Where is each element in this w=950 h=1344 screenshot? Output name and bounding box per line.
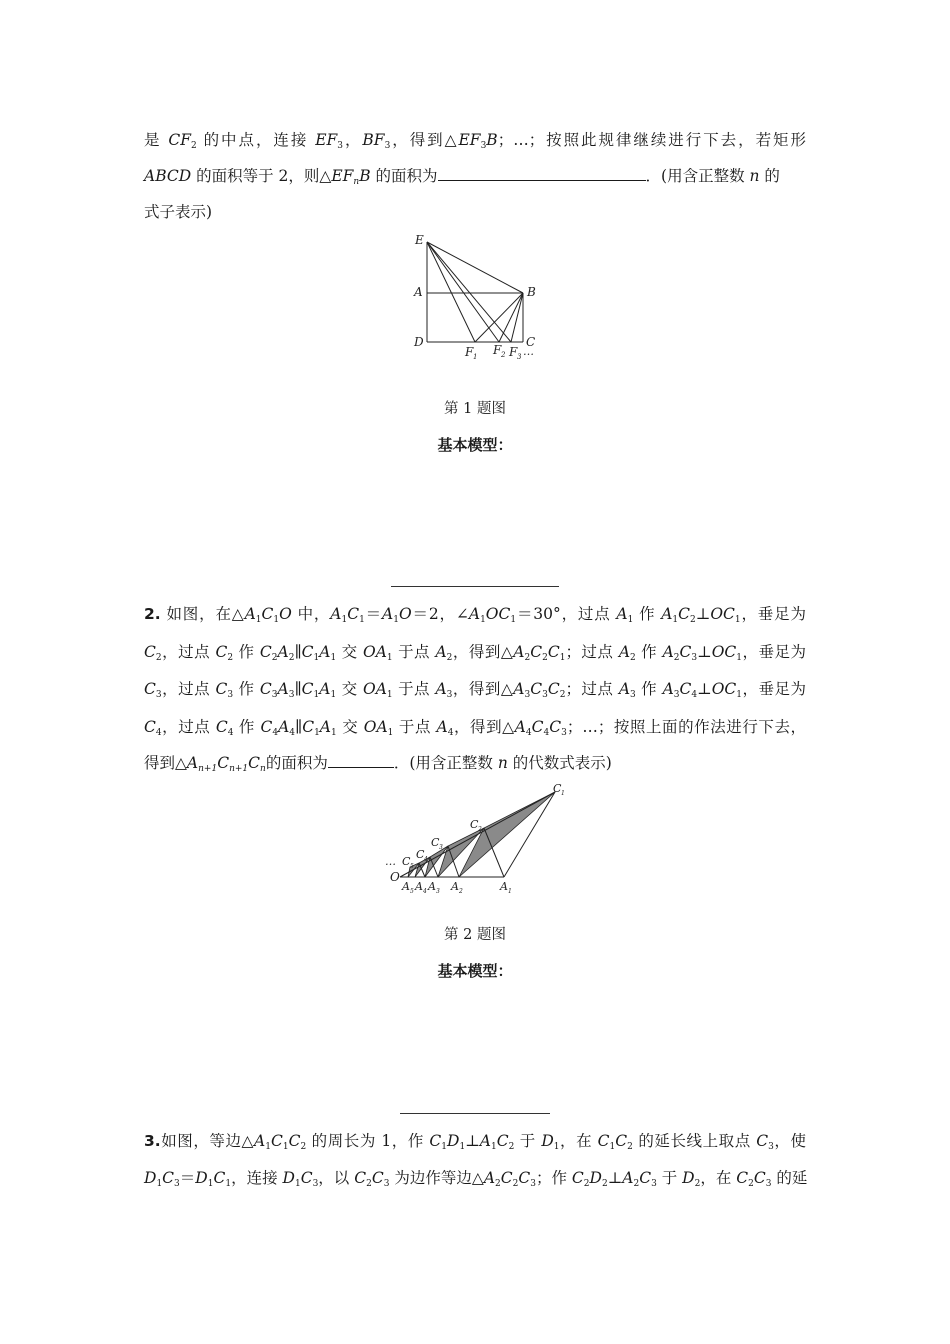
figure-2-caption: 第 2 题图 xyxy=(444,927,506,943)
label-C5: C xyxy=(402,855,411,868)
basic-model-heading-1: 基本模型： xyxy=(437,436,513,454)
label-A1: A xyxy=(500,880,508,893)
q2-text-line-2: $C_2$，过点 $C_2$ 作 $C_2A_2\parallel C_1A_1$ 交 $OA_1$ 于点 $A_2$，得到$\triangle A_2C_2C_1$；过点 $A_2$ 作 $A_2C_3\perp OC_1$，垂足为 xyxy=(144,643,806,663)
svg-text:3: 3 xyxy=(436,888,440,895)
label-F1: F xyxy=(465,345,474,359)
label-dots: … xyxy=(385,855,396,868)
label-C3: C xyxy=(431,836,440,849)
label-dots: … xyxy=(523,345,534,358)
figure-1-rectangle xyxy=(405,228,555,368)
label-B: B xyxy=(527,285,536,299)
q2-text-line-5: 得到$\triangle A_{n+1}C_{n+1}C_n$的面积为 ．(用含正整数 n 的代数式表示) xyxy=(144,754,612,774)
label-C: C xyxy=(526,335,536,349)
svg-text:1: 1 xyxy=(508,888,512,895)
label-O: O xyxy=(390,870,400,884)
svg-text:2: 2 xyxy=(501,351,506,359)
svg-text:5: 5 xyxy=(410,863,414,870)
label-E: E xyxy=(415,233,424,247)
answer-blank-1 xyxy=(438,166,646,181)
label-F2: F xyxy=(493,343,502,357)
q2-text-line-1: 2. 如图，在$\triangle A_1C_1O$ 中，$A_1C_1=A_1O=2$，$\angle A_1OC_1=30^\circ$，过点 $A_1$ 作 $A_1C_2\perp OC_1$，垂足为 xyxy=(144,605,806,625)
divider-2 xyxy=(400,1113,550,1114)
q2-text-line-4: $C_4$，过点 $C_4$ 作 $C_4A_4\parallel C_1A_1$ 交 $OA_1$ 于点 $A_4$，得到$\triangle A_4C_4C_3$；…；按照上面的作法进行下去， xyxy=(144,718,806,738)
svg-text:4: 4 xyxy=(423,888,427,895)
q1-text-line-2: ABCD 的面积等于 2，则$\triangle EF_nB$ 的面积为 ．(用含正整数 n 的 xyxy=(144,167,780,187)
svg-text:1: 1 xyxy=(561,790,565,797)
label-D: D xyxy=(414,335,424,349)
q3-text-line-1: 3.如图，等边$\triangle A_1C_1C_2$ 的周长为 1，作 $C_1D_1\perp A_1C_2$ 于 $D_1$，在 $C_1C_2$ 的延长线上取点 $C_3$，使 xyxy=(144,1132,806,1152)
q1-text-line-3: 式子表示) xyxy=(144,203,213,221)
q1-text-line-1: 是 $CF_2$ 的中点，连接 $EF_3$，$BF_3$，得到$\triangle EF_3B$；…；按照此规律继续进行下去，若矩形 xyxy=(144,131,806,151)
svg-text:3: 3 xyxy=(517,353,522,361)
label-C1: C xyxy=(553,782,562,795)
label-C2: C xyxy=(470,818,479,831)
svg-text:5: 5 xyxy=(410,888,414,895)
label-A: A xyxy=(414,285,423,299)
q3-text-line-2: $D_1C_3=D_1C_1$，连接 $D_1C_3$，以 $C_2C_3$ 为边作等边$\triangle A_2C_2C_3$；作 $C_2D_2\perp A_2C_3$ 于 $D_2$，在 $C_2C_3$ 的延 xyxy=(144,1169,808,1189)
label-F3: F xyxy=(509,345,518,359)
svg-text:4: 4 xyxy=(424,856,428,863)
svg-text:2: 2 xyxy=(459,888,463,895)
figure-2-triangles xyxy=(380,780,580,900)
divider-1 xyxy=(391,586,559,587)
basic-model-heading-2: 基本模型： xyxy=(437,962,513,980)
label-C4: C xyxy=(416,848,425,861)
label-A2: A xyxy=(451,880,459,893)
label-A4: A xyxy=(415,880,423,893)
label-A3: A xyxy=(428,880,436,893)
svg-text:1: 1 xyxy=(473,353,478,361)
answer-blank-2 xyxy=(328,753,394,768)
label-A5: A xyxy=(402,880,410,893)
figure-1-caption: 第 1 题图 xyxy=(444,401,506,417)
q2-text-line-3: $C_3$，过点 $C_3$ 作 $C_3A_3\parallel C_1A_1$ 交 $OA_1$ 于点 $A_3$，得到$\triangle A_3C_3C_2$；过点 $A_3$ 作 $A_3C_4\perp OC_1$，垂足为 xyxy=(144,680,806,700)
svg-text:2: 2 xyxy=(478,826,482,833)
svg-text:3: 3 xyxy=(439,844,443,851)
